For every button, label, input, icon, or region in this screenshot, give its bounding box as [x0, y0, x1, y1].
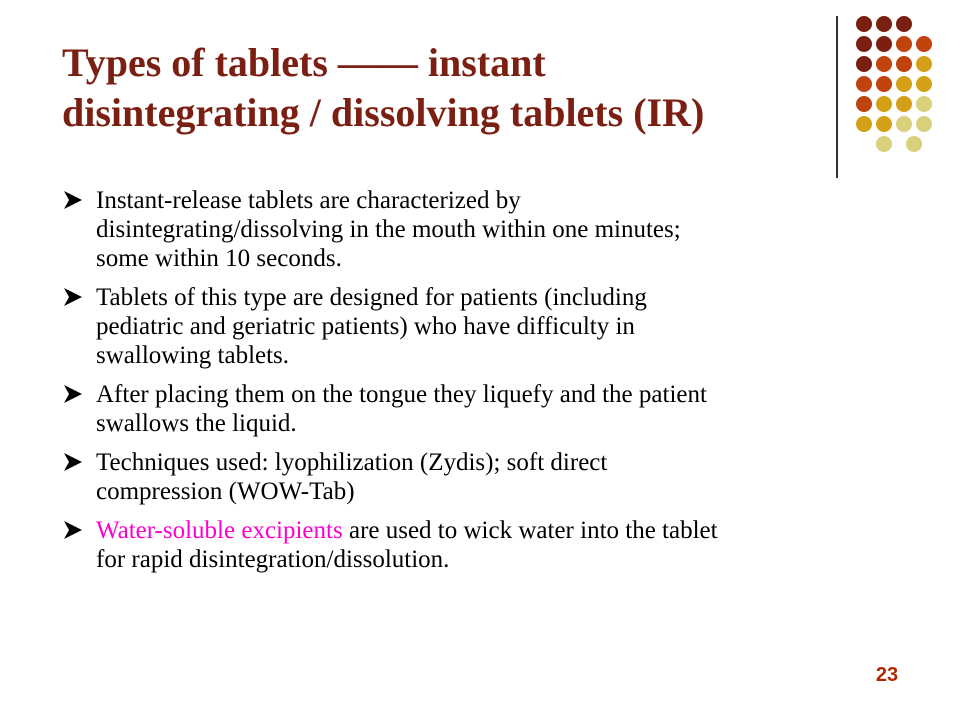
decor-dot — [876, 76, 892, 92]
title-line: disintegrating / dissolving tablets (IR) — [62, 90, 705, 135]
bullet-text-line: pediatric and geriatric patients) who have difficulty in — [96, 313, 635, 340]
decor-dot — [876, 96, 892, 112]
decor-dot — [896, 76, 912, 92]
decor-dot — [916, 116, 932, 132]
decor-dot — [876, 56, 892, 72]
decor-dot — [896, 36, 912, 52]
arrowhead-bullet-icon — [62, 383, 84, 405]
vertical-divider — [836, 16, 838, 178]
bullet-text-line: After placing them on the tongue they liquefy and the patient — [96, 381, 707, 408]
decor-dot — [876, 116, 892, 132]
bullet-text-line: Instant-release tablets are characterized by — [96, 187, 521, 214]
bullet-item — [62, 186, 922, 273]
bullet-text-line: for rapid disintegration/dissolution. — [96, 546, 450, 573]
bullet-text-line: Tablets of this type are designed for patients (including — [96, 284, 647, 311]
bullet-text-line: Techniques used: lyophilization (Zydis); soft direct — [96, 449, 608, 476]
decor-dot — [856, 96, 872, 112]
arrowhead-bullet-icon — [62, 286, 84, 308]
bullet-text-line: compression (WOW-Tab) — [96, 478, 355, 505]
bullet-item — [62, 448, 922, 506]
bullet-text-line: disintegrating/dissolving in the mouth within one minutes; — [96, 216, 681, 243]
decor-dot — [876, 136, 892, 152]
bullet-text-line — [96, 516, 922, 545]
decor-dot — [856, 36, 872, 52]
decor-dot — [876, 36, 892, 52]
decor-dot — [896, 56, 912, 72]
decor-dot — [876, 16, 892, 32]
bullet-item — [62, 516, 922, 574]
bullet-text-line: swallows the liquid. — [96, 410, 297, 437]
bullet-text-line: some within 10 seconds. — [96, 245, 342, 272]
bullet-text-line: swallowing tablets. — [96, 342, 290, 369]
decor-dot — [896, 16, 912, 32]
bullet-list — [62, 186, 922, 584]
arrowhead-bullet-icon — [62, 451, 84, 473]
decor-dot — [916, 76, 932, 92]
highlighted-term: Water-soluble excipients — [96, 517, 343, 544]
bullet-text-segment: are used to wick water into the tablet — [342, 517, 718, 544]
title-line: Types of tablets —— instant — [62, 40, 546, 85]
decor-dot — [856, 16, 872, 32]
decor-dot — [856, 76, 872, 92]
arrowhead-bullet-icon — [62, 189, 84, 211]
decor-dot — [916, 56, 932, 72]
decor-dot — [856, 116, 872, 132]
slide-title — [62, 38, 822, 138]
page-number: 23 — [875, 664, 899, 686]
bullet-item — [62, 380, 922, 438]
bullet-item — [62, 283, 922, 370]
decor-dot — [906, 136, 922, 152]
arrowhead-bullet-icon — [62, 519, 84, 541]
decor-dot — [916, 36, 932, 52]
decor-dot — [916, 96, 932, 112]
decor-dot — [856, 56, 872, 72]
decor-dot — [896, 116, 912, 132]
decor-dot — [896, 96, 912, 112]
